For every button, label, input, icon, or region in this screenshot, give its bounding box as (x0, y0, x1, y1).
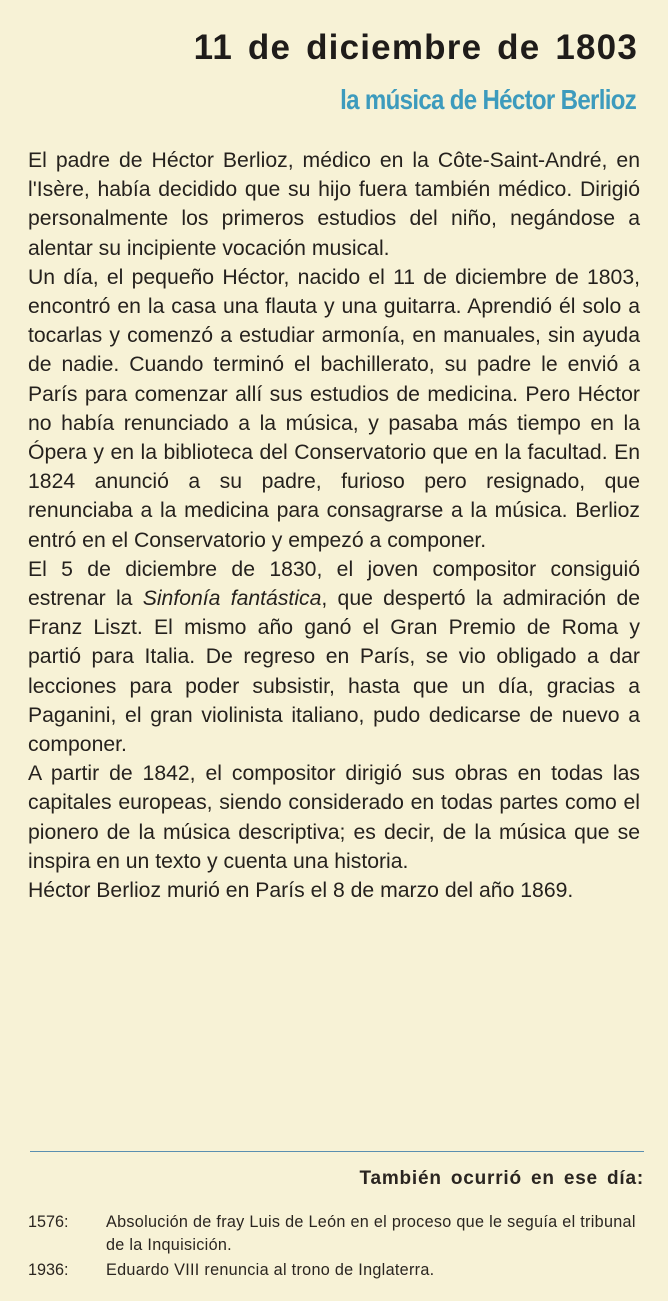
article-text: , que despertó la admiración de Franz Liszt. El mismo año ganó el Gran Premio de Roma y partió para Italia. De regreso en París, se vio obligado a dar lecciones para poder subsistir, hasta que un día, gracias a Paganini, el gran violinista italiano, pudo dedicarse de nuevo a componer. (28, 587, 641, 757)
article-paragraph: Un día, el pequeño Héctor, nacido el 11 de diciembre de 1803, encontró en la casa una flauta y una guitarra. Aprendió él solo a tocarlas y comenzó a estudiar armonía, en manuales, sin ayuda de nadie. Cuando terminó el bachillerato, su padre le envió a París para comenzar allí sus estudios de medicina. Pero Héctor no había renunciado a la música, y pasaba más tiempo en la Ópera y en la biblioteca del Conservatorio que en la facultad. En 1824 anunció a su padre, furioso pero resignado, que renunciaba a la medicina para consagrarse a la música. Berlioz entró en el Conservatorio y empezó a componer. (28, 265, 640, 552)
article-paragraph: Héctor Berlioz murió en París el 8 de marzo del año 1869. (28, 879, 574, 903)
also-heading: También ocurrió en ese día: (359, 1168, 644, 1189)
section-divider (30, 1151, 644, 1152)
event-year: 1576: (28, 1213, 69, 1231)
work-title: Sinfonía fantástica (142, 587, 322, 611)
article-paragraph: A partir de 1842, el compositor dirigió sus obras en todas las capitales europeas, siendo considerado en todas partes como el pionero de la música descriptiva; es decir, de la música que se inspira en un texto y cuenta una historia. (28, 762, 640, 873)
page-subtitle: la música de Héctor Berlioz (340, 84, 636, 115)
article-paragraph (28, 555, 640, 759)
article-text: El 5 de diciembre de 1830, el joven compositor consiguió estrenar la (28, 557, 640, 611)
event-description: Eduardo VIII renuncia al trono de Inglaterra. (106, 1261, 435, 1279)
article-body (28, 146, 640, 905)
event-description: Absolución de fray Luis de León en el proceso que le seguía el tribunal de la Inquisición. (106, 1213, 636, 1254)
list-item (28, 1259, 648, 1282)
event-year: 1936: (28, 1261, 69, 1279)
events-list (28, 1211, 648, 1284)
page-title: 11 de diciembre de 1803 (193, 28, 638, 67)
list-item (28, 1211, 648, 1257)
article-paragraph: El padre de Héctor Berlioz, médico en la Côte-Saint-André, en l'Isère, había decidido que su hijo fuera también médico. Dirigió personalmente los primeros estudios del niño, negándose a alentar su incipiente vocación musical. (28, 149, 640, 260)
